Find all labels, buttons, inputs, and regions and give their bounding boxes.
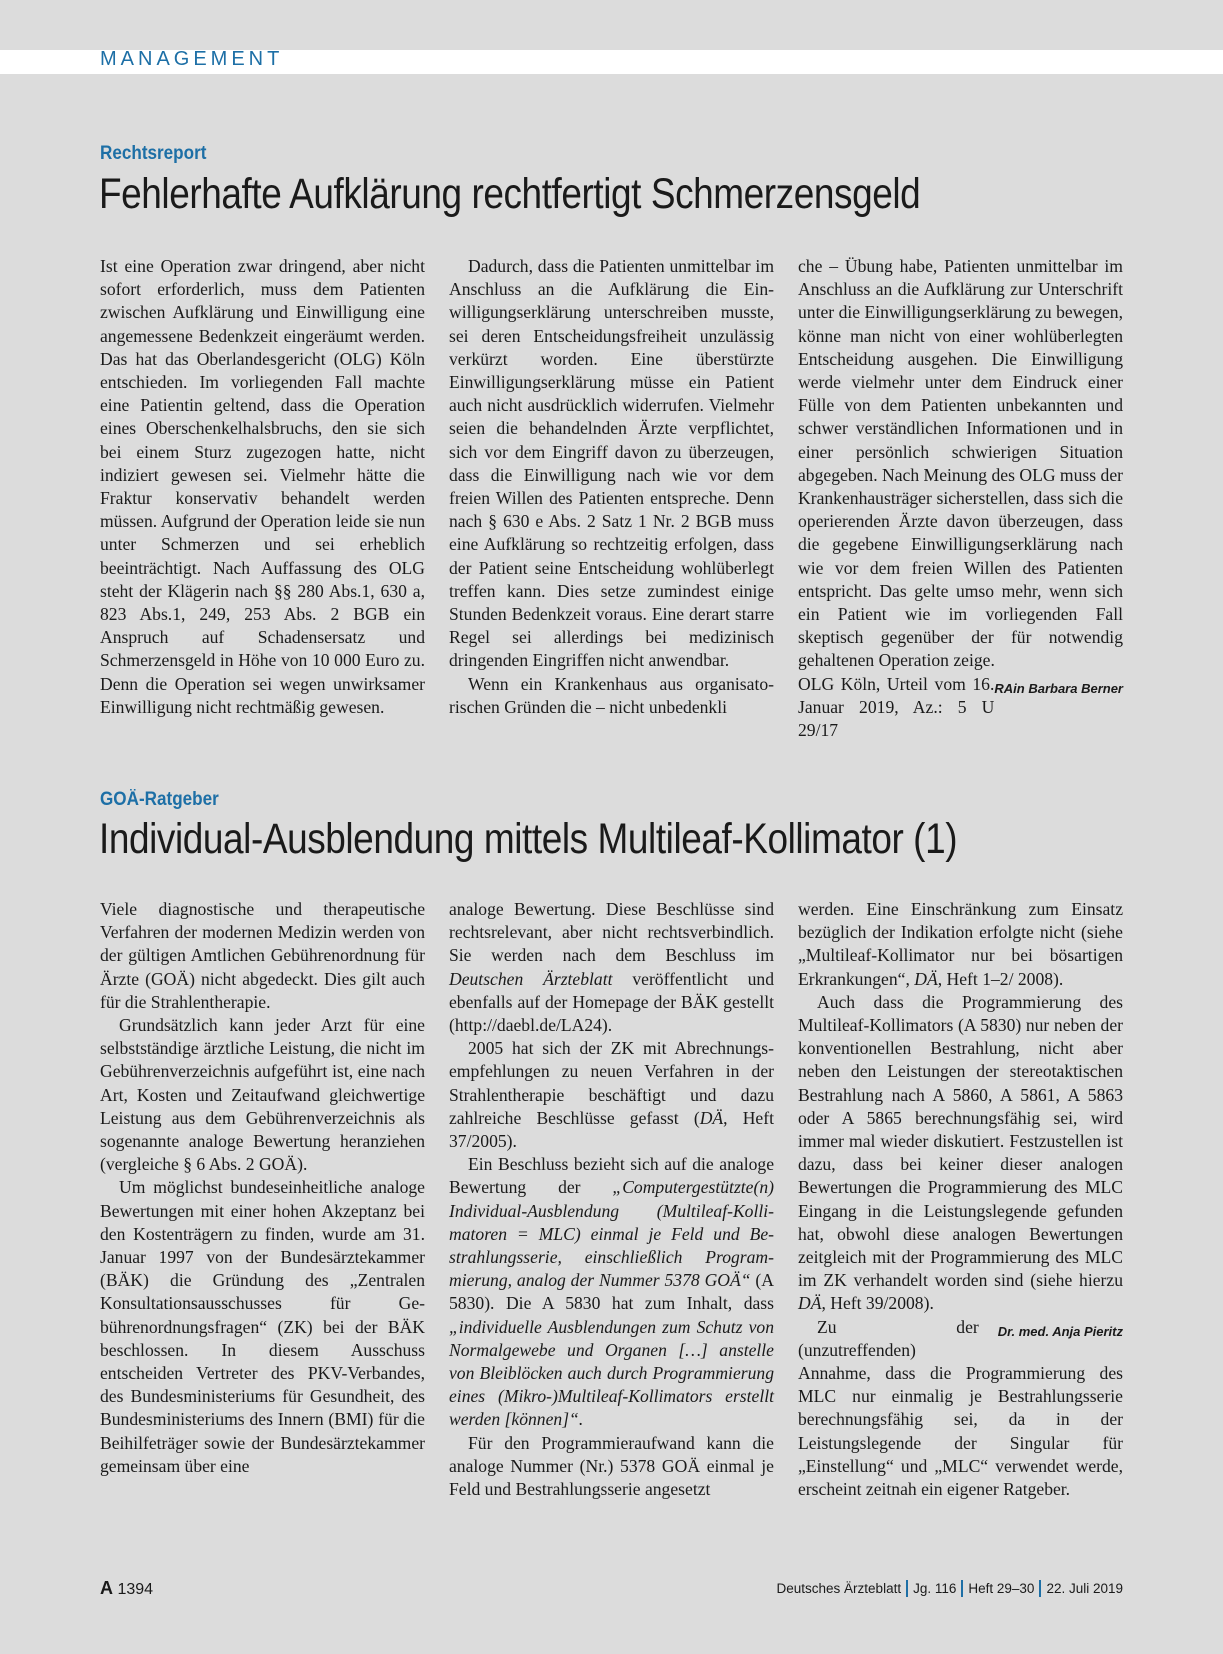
court-reference	[798, 673, 1123, 743]
page-prefix: A	[100, 1578, 113, 1598]
paragraph: werden. Eine Einschränkung zum Einsatz bezüglich der Indikation erfolgte nicht (siehe „Multileaf-Kollimator nur bei bösartigen Erkrankungen“, DÄ, Heft 1–2/ 2008).	[798, 899, 1123, 989]
paragraph: Wenn ein Krankenhaus aus organisatorischen Gründen die – nicht unbedenkli	[449, 673, 774, 717]
article1-column-2	[449, 255, 774, 742]
article2-title: Individual-Ausblendung mittels Multileaf-Kollimator (1)	[99, 815, 958, 863]
paragraph: che – Übung habe, Patienten unmittelbar im Anschluss an die Aufklärung zur Unterschrift unter die Einwilligungserklärung zu bewegen, könne man nicht von einer wohlüberlegten Entscheidung ausgehen. Die Einwilligung werde vielmehr unter dem Eindruck einer Fülle von dem Patienten unbekannten und schwer verständlichen Informationen und in einer persönlich schwierigen Situation abgegeben. Nach Meinung des OLG muss der Krankenhausträger sicherstellen, dass sich die operierenden Ärzte davon überzeugen, dass die gegebene Einwilligungserklärung nach wie vor dem freien Willen des Patienten entspricht. Das gelte umso mehr, wenn sich ein Patient wie im vorliegenden Fall skeptisch gegenüber der für notwendig gehaltenen Operation zeige.	[798, 256, 1123, 671]
article1-body	[100, 255, 1123, 742]
author-byline: RAin Barbara Berner	[994, 680, 1123, 696]
article1-kicker: Rechtsreport	[100, 143, 207, 164]
paragraph: analoge Bewertung. Diese Beschlüsse sind rechtsrelevant, aber nicht rechtsverbindlich. Sie werden nach dem Beschluss im Deutschen Ärzteblatt veröffentlicht und ebenfalls auf der Homepage der BÄK gestellt (http://daebl.de/LA24).	[449, 899, 774, 1036]
article1-title: Fehlerhafte Aufklärung rechtfertigt Schmerzensgeld	[99, 170, 921, 218]
journal-name: Deutsches Ärzteblatt	[776, 1581, 902, 1596]
journal-date: 22. Juli 2019	[1046, 1581, 1123, 1596]
paragraph: Für den Programmieraufwand kann die analoge Nummer (Nr.) 5378 GOÄ einmal je Feld und Bestrahlungsserie angesetzt	[449, 1432, 774, 1500]
paragraph: Ist eine Operation zwar dringend, aber nicht sofort erforderlich, muss dem Patienten zwischen Aufklärung und Einwilligung eine angemessene Bedenkzeit eingeräumt werden. Das hat das Oberlandesgericht (OLG) Köln entschieden. Im vorliegenden Fall machte eine Patientin geltend, dass die Operation eines Oberschenkelhalsbruchs, den sie sich bei einem Sturz zugezogen hatte, nicht indiziert gewesen sei. Vielmehr hätte die Fraktur konservativ behandelt werden müssen. Aufgrund der Operation leide sie nun unter Schmerzen und sei erheblich beeinträchtigt. Nach Auffassung des OLG steht der Klägerin nach §§ 280 Abs.1, 630 a, 823 Abs.1, 249, 253 Abs. 2 BGB ein Anspruch auf Schadensersatz und Schmerzensgeld in Höhe von 10 000 Euro zu. Denn die Operation sei wegen unwirksamer Einwilligung nicht rechtmäßig gewesen.	[100, 256, 425, 717]
section-label: MANAGEMENT	[100, 48, 284, 70]
author-byline: Dr. med. Anja Pieritz	[997, 1323, 1123, 1339]
article2-column-1	[100, 898, 425, 1501]
separator	[961, 1580, 963, 1597]
page-number	[100, 1578, 153, 1599]
separator	[1039, 1580, 1041, 1597]
paragraph: Um möglichst bundeseinheitliche analoge Bewertungen mit einer hohen Akzeptanz bei den Kostenträgern zu finden, wurde am 31. Januar 1997 von der Bundesärztekammer (BÄK) die Gründung des „Zentralen Konsultationsausschusses für Gebührenordnungsfragen“ (ZK) bei der BÄK beschlossen. In diesem Ausschuss entscheiden Vertreter des PKV-Verbandes, des Bundesministeriums für Gesundheit, des Bundesministeriums des Innern (BMI) für die Beihilfeträger sowie der Bundesärztekammer gemeinsam über eine	[100, 1177, 425, 1476]
article2-column-3	[798, 898, 1123, 1501]
paragraph: Dr. med. Anja Pieritz Zu der (unzutreffenden) Annahme, dass die Programmierung des MLC nur einmalig je Bestrahlungsserie berechnungsfähig sei, da in der Leistungslegende der Singular für „Einstellung“ und „MLC“ verwendet werde, erscheint zeitnah ein eigener Ratgeber.	[798, 1316, 1123, 1500]
article2-body	[100, 898, 1123, 1501]
journal-volume: Jg. 116	[913, 1581, 957, 1596]
case-reference: OLG Köln, Urteil vom 16. Januar 2019, Az.: 5 U 29/17	[798, 673, 995, 741]
article2-column-2	[449, 898, 774, 1501]
paragraph: Ein Beschluss bezieht sich auf die analoge Bewertung der „Computergestützte(n) Individual-Ausblendung (Multileaf-Kollimatoren = MLC) einmal je Feld und Bestrahlungsserie, einschließlich Programmierung, analog der Nummer 5378 GOÄ“ (A 5830). Die A 5830 hat zum Inhalt, dass „individuelle Ausblendungen zum Schutz von Normalgewebe und Organen […] anstelle von Bleiblöcken auch durch Programmierung eines (Mikro-)Multileaf-Kollimators erstellt werden [können]“.	[449, 1154, 774, 1430]
paragraph: Grundsätzlich kann jeder Arzt für eine selbstständige ärztliche Leistung, die nicht im Gebührenverzeichnis aufgeführt ist, eine nach Art, Kosten und Zeitaufwand gleichwertige Leistung aus dem Gebührenverzeichnis als sogenannte analoge Bewertung heranziehen (vergleiche § 6 Abs. 2 GOÄ).	[100, 1015, 425, 1175]
paragraph: Auch dass die Programmierung des Multileaf-Kollimators (A 5830) nur neben der konventionellen Bestrahlung, nicht aber neben den Leistungen der stereotaktischen Bestrahlung nach A 5860, A 5861, A 5863 oder A 5865 berechnungsfähig sei, wird immer mal wieder diskutiert. Festzustellen ist dazu, dass bei keiner dieser analogen Bewertungen die Programmierung des MLC Eingang in die Leistungslegende gefunden hat, obwohl diese analogen Bewertungen zeitgleich mit der Programmierung des MLC im ZK verhandelt worden sind (siehe hierzu DÄ, Heft 39/2008).	[798, 991, 1123, 1314]
journal-issue: Heft 29–30	[968, 1581, 1035, 1596]
article1-column-1	[100, 255, 425, 742]
page-number-value: 1394	[117, 1581, 154, 1598]
journal-footer	[777, 1580, 1123, 1597]
paragraph: Viele diagnostische und therapeutische Verfahren der modernen Medizin werden von der gültigen Amtlichen Gebührenordnung für Ärzte (GOÄ) nicht abgedeckt. Dies gilt auch für die Strahlentherapie.	[100, 899, 425, 1012]
article2-kicker: GOÄ-Ratgeber	[100, 789, 219, 810]
article1-column-3	[798, 255, 1123, 742]
separator	[906, 1580, 908, 1597]
paragraph: Dadurch, dass die Patienten unmittelbar im Anschluss an die Aufklärung die Einwilligungserklärung unterschreiben musste, sei deren Entscheidungsfreiheit unzulässig verkürzt worden. Eine überstürzte Einwilligungserklärung müsse ein Patient auch nicht ausdrücklich widerrufen. Vielmehr seien die behandelnden Ärzte verpflichtet, sich vor dem Eingriff davon zu überzeugen, dass die Einwilligung nach wie vor dem freien Willen des Patienten entspreche. Denn nach § 630 e Abs. 2 Satz 1 Nr. 2 BGB muss eine Aufklärung so rechtzeitig erfolgen, dass der Patient seine Entscheidung wohlüberlegt treffen kann. Dies setze zumindest einige Stunden Bedenkzeit voraus. Eine derart starre Regel sei allerdings bei medizinisch dringenden Eingriffen nicht anwendbar.	[449, 256, 774, 671]
paragraph: 2005 hat sich der ZK mit Abrechnungsempfehlungen zu neuen Verfahren in der Strahlentherapie beschäftigt und dazu zahlreiche Beschlüsse gefasst (DÄ, Heft 37/2005).	[449, 1038, 774, 1152]
